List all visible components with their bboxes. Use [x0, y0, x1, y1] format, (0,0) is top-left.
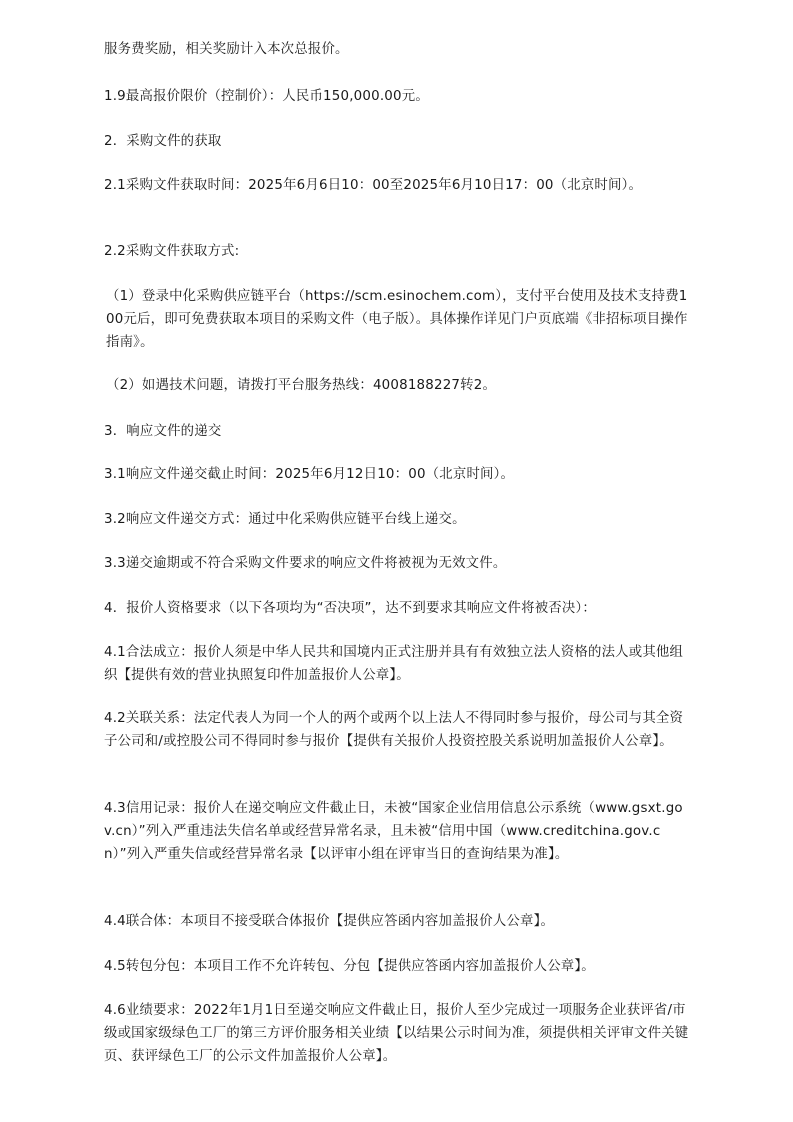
heading-procurement-docs: 2．采购文件的获取 — [104, 134, 222, 149]
paragraph-performance-req: 4.6业绩要求：2022年1月1日至递交响应文件截止日，报价人至少完成过一项服务企业获评省/市级或国家级绿色工厂的第三方评价服务相关业绩【以结果公示时间为准，须提供相关评审文件关键页、获评绿色工厂的公示文件加盖报价人公章】。 — [104, 1003, 689, 1064]
paragraph-max-price: 1.9最高报价限价（控制价）：人民币150,000.00元。 — [104, 89, 429, 104]
paragraph-legal-establishment: 4.1合法成立：报价人须是中华人民共和国境内正式注册并具有有效独立法人资格的法人或其他组织【提供有效的营业执照复印件加盖报价人公章】。 — [104, 645, 684, 683]
paragraph-credit-record: 4.3信用记录：报价人在递交响应文件截止日，未被“国家企业信用信息公示系统（www.gsxt.gov.cn）”列入严重违法失信名单或经营异常名录，且未被“信用中国（www.creditchina.gov.cn）”列入严重失信或经营异常名录【以评审小组在评审当日的查询结果为准】。 — [104, 801, 683, 862]
paragraph-submission-method: 3.2响应文件递交方式：通过中化采购供应链平台线上递交。 — [104, 512, 466, 527]
paragraph-submission-deadline: 3.1响应文件递交截止时间：2025年6月12日10：00（北京时间）。 — [104, 467, 515, 482]
paragraph-docs-time: 2.1采购文件获取时间：2025年6月6日10：00至2025年6月10日17：00（北京时间）。 — [104, 178, 643, 193]
paragraph-docs-method: 2.2采购文件获取方式: — [104, 244, 240, 259]
paragraph-related-parties: 4.2关联关系：法定代表人为同一个人的两个或两个以上法人不得同时参与报价，母公司与其全资子公司和/或控股公司不得同时参与报价【提供有关报价人投资控股关系说明加盖报价人公章】。 — [104, 711, 684, 749]
paragraph-consortium: 4.4联合体：本项目不接受联合体报价【提供应答函内容加盖报价人公章】。 — [104, 914, 555, 929]
paragraph-platform-login: （1）登录中化采购供应链平台（https://scm.esinochem.com），支付平台使用及技术支持费100元后，即可免费获取本项目的采购文件（电子版）。具体操作详见门户页底端《非招标项目操作指南》。 — [106, 289, 688, 350]
heading-response-submission: 3．响应文件的递交 — [104, 424, 222, 439]
paragraph-late-invalid: 3.3递交逾期或不符合采购文件要求的响应文件将被视为无效文件。 — [104, 556, 507, 571]
paragraph-reward-note: 服务费奖励，相关奖励计入本次总报价。 — [104, 42, 349, 57]
paragraph-subcontracting: 4.5转包分包：本项目工作不允许转包、分包【提供应答函内容加盖报价人公章】。 — [104, 959, 595, 974]
paragraph-hotline: （2）如遇技术问题，请拨打平台服务热线：4008188227转2。 — [106, 378, 497, 393]
heading-bidder-qualification: 4．报价人资格要求（以下各项均为“否决项”，达不到要求其响应文件将被否决）： — [104, 601, 596, 616]
